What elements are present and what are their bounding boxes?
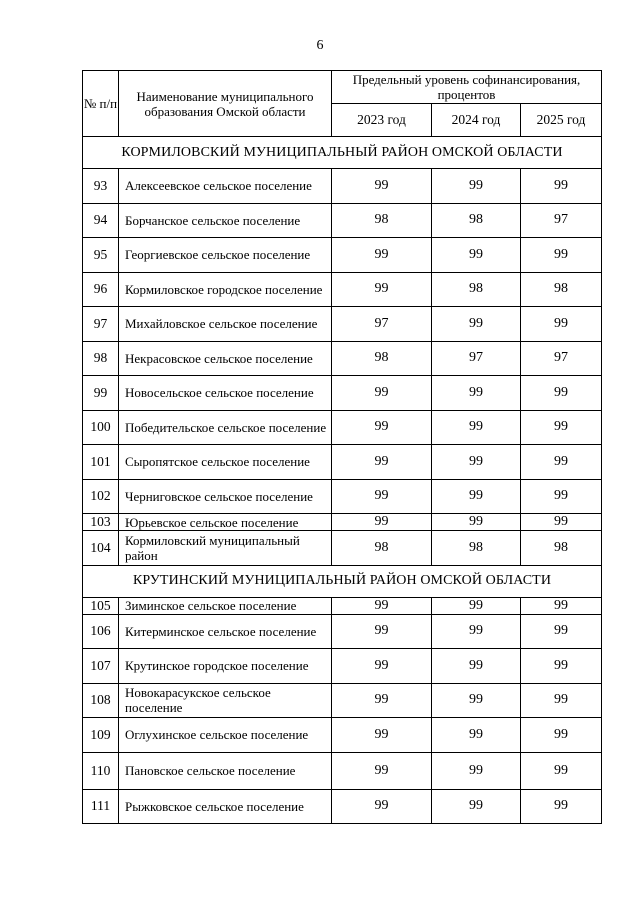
row-number: 108 [83, 683, 119, 718]
row-number: 93 [83, 169, 119, 204]
row-name: Некрасовское сельское поселение [119, 341, 332, 376]
row-value-2024: 99 [432, 479, 521, 514]
table-header [83, 71, 602, 137]
row-value-2024: 99 [432, 683, 521, 718]
row-value-2025: 99 [521, 597, 602, 614]
row-value-2024: 99 [432, 614, 521, 649]
table-row [83, 203, 602, 238]
row-value-2025: 99 [521, 752, 602, 789]
row-value-2023: 99 [332, 683, 432, 718]
row-name: Китерминское сельское поселение [119, 614, 332, 649]
row-number: 106 [83, 614, 119, 649]
row-name: Оглухинское сельское поселение [119, 718, 332, 753]
row-name: Пановское сельское поселение [119, 752, 332, 789]
header-year-2023: 2023 год [332, 104, 432, 137]
row-name: Кормиловское городское поселение [119, 272, 332, 307]
row-value-2024: 98 [432, 203, 521, 238]
row-value-2024: 99 [432, 307, 521, 342]
row-value-2024: 99 [432, 445, 521, 480]
row-value-2023: 98 [332, 341, 432, 376]
row-value-2023: 98 [332, 203, 432, 238]
table-row [83, 169, 602, 204]
row-value-2024: 99 [432, 718, 521, 753]
row-name: Новокарасукское сельское поселение [119, 683, 332, 718]
row-name: Михайловское сельское поселение [119, 307, 332, 342]
row-number: 97 [83, 307, 119, 342]
row-value-2025: 99 [521, 514, 602, 531]
district-heading [83, 137, 602, 169]
table-row [83, 376, 602, 411]
row-value-2023: 99 [332, 445, 432, 480]
table-row [83, 649, 602, 684]
table-row [83, 410, 602, 445]
row-value-2025: 99 [521, 614, 602, 649]
row-value-2023: 99 [332, 376, 432, 411]
header-number: № п/п [83, 71, 119, 137]
row-value-2023: 99 [332, 514, 432, 531]
table-row [83, 752, 602, 789]
row-value-2023: 99 [332, 752, 432, 789]
row-value-2024: 99 [432, 376, 521, 411]
row-number: 101 [83, 445, 119, 480]
row-number: 103 [83, 514, 119, 531]
row-name: Зиминское сельское поселение [119, 597, 332, 614]
table-row [83, 597, 602, 614]
section-kormilovsky [83, 137, 602, 566]
table-row [83, 789, 602, 824]
cofinancing-table [82, 70, 602, 824]
row-value-2023: 99 [332, 479, 432, 514]
row-value-2023: 99 [332, 597, 432, 614]
row-number: 104 [83, 531, 119, 566]
row-value-2024: 99 [432, 514, 521, 531]
row-name: Победительское сельское поселение [119, 410, 332, 445]
section-krutinsky [83, 565, 602, 824]
header-name: Наименование муниципального образования Омской области [119, 71, 332, 137]
district-title: КОРМИЛОВСКИЙ МУНИЦИПАЛЬНЫЙ РАЙОН ОМСКОЙ ОБЛАСТИ [83, 137, 602, 169]
row-value-2023: 99 [332, 718, 432, 753]
district-heading [83, 565, 602, 597]
table-row [83, 531, 602, 566]
header-year-2025: 2025 год [521, 104, 602, 137]
row-value-2024: 97 [432, 341, 521, 376]
header-year-2024: 2024 год [432, 104, 521, 137]
row-name: Борчанское сельское поселение [119, 203, 332, 238]
table-row [83, 614, 602, 649]
row-number: 105 [83, 597, 119, 614]
row-name: Юрьевское сельское поселение [119, 514, 332, 531]
table-row [83, 445, 602, 480]
row-value-2025: 99 [521, 376, 602, 411]
row-number: 111 [83, 789, 119, 824]
row-number: 94 [83, 203, 119, 238]
row-name: Новосельское сельское поселение [119, 376, 332, 411]
row-value-2024: 99 [432, 789, 521, 824]
table-row [83, 514, 602, 531]
row-value-2023: 99 [332, 272, 432, 307]
district-title: КРУТИНСКИЙ МУНИЦИПАЛЬНЫЙ РАЙОН ОМСКОЙ ОБЛАСТИ [83, 565, 602, 597]
header-cofinancing-level: Предельный уровень софинансирования, процентов [332, 71, 602, 104]
row-value-2024: 98 [432, 531, 521, 566]
row-name: Кормиловский муниципальный район [119, 531, 332, 566]
row-value-2024: 98 [432, 272, 521, 307]
row-value-2024: 99 [432, 752, 521, 789]
row-value-2023: 97 [332, 307, 432, 342]
table-row [83, 341, 602, 376]
row-name: Крутинское городское поселение [119, 649, 332, 684]
row-number: 100 [83, 410, 119, 445]
row-value-2025: 99 [521, 683, 602, 718]
row-value-2023: 99 [332, 410, 432, 445]
row-value-2025: 99 [521, 238, 602, 273]
row-value-2025: 99 [521, 169, 602, 204]
row-number: 110 [83, 752, 119, 789]
row-name: Черниговское сельское поселение [119, 479, 332, 514]
row-name: Алексеевское сельское поселение [119, 169, 332, 204]
row-name: Георгиевское сельское поселение [119, 238, 332, 273]
row-value-2025: 99 [521, 479, 602, 514]
row-value-2025: 99 [521, 445, 602, 480]
row-value-2025: 99 [521, 718, 602, 753]
row-value-2025: 99 [521, 307, 602, 342]
table-row [83, 238, 602, 273]
row-value-2024: 99 [432, 597, 521, 614]
table-row [83, 718, 602, 753]
table-row [83, 683, 602, 718]
row-value-2025: 98 [521, 272, 602, 307]
row-number: 109 [83, 718, 119, 753]
row-value-2023: 99 [332, 238, 432, 273]
row-value-2023: 99 [332, 169, 432, 204]
table-row [83, 479, 602, 514]
table-row [83, 272, 602, 307]
row-name: Рыжковское сельское поселение [119, 789, 332, 824]
row-value-2023: 99 [332, 649, 432, 684]
row-value-2025: 99 [521, 410, 602, 445]
row-number: 96 [83, 272, 119, 307]
row-number: 102 [83, 479, 119, 514]
row-name: Сыропятское сельское поселение [119, 445, 332, 480]
table-row [83, 307, 602, 342]
row-value-2024: 99 [432, 169, 521, 204]
row-value-2024: 99 [432, 238, 521, 273]
row-value-2025: 97 [521, 203, 602, 238]
row-number: 107 [83, 649, 119, 684]
row-value-2025: 99 [521, 789, 602, 824]
row-number: 95 [83, 238, 119, 273]
row-value-2025: 97 [521, 341, 602, 376]
row-value-2023: 99 [332, 614, 432, 649]
row-value-2023: 99 [332, 789, 432, 824]
page-number: 6 [316, 38, 324, 53]
row-value-2025: 98 [521, 531, 602, 566]
row-value-2025: 99 [521, 649, 602, 684]
row-number: 98 [83, 341, 119, 376]
row-number: 99 [83, 376, 119, 411]
row-value-2023: 98 [332, 531, 432, 566]
row-value-2024: 99 [432, 649, 521, 684]
row-value-2024: 99 [432, 410, 521, 445]
